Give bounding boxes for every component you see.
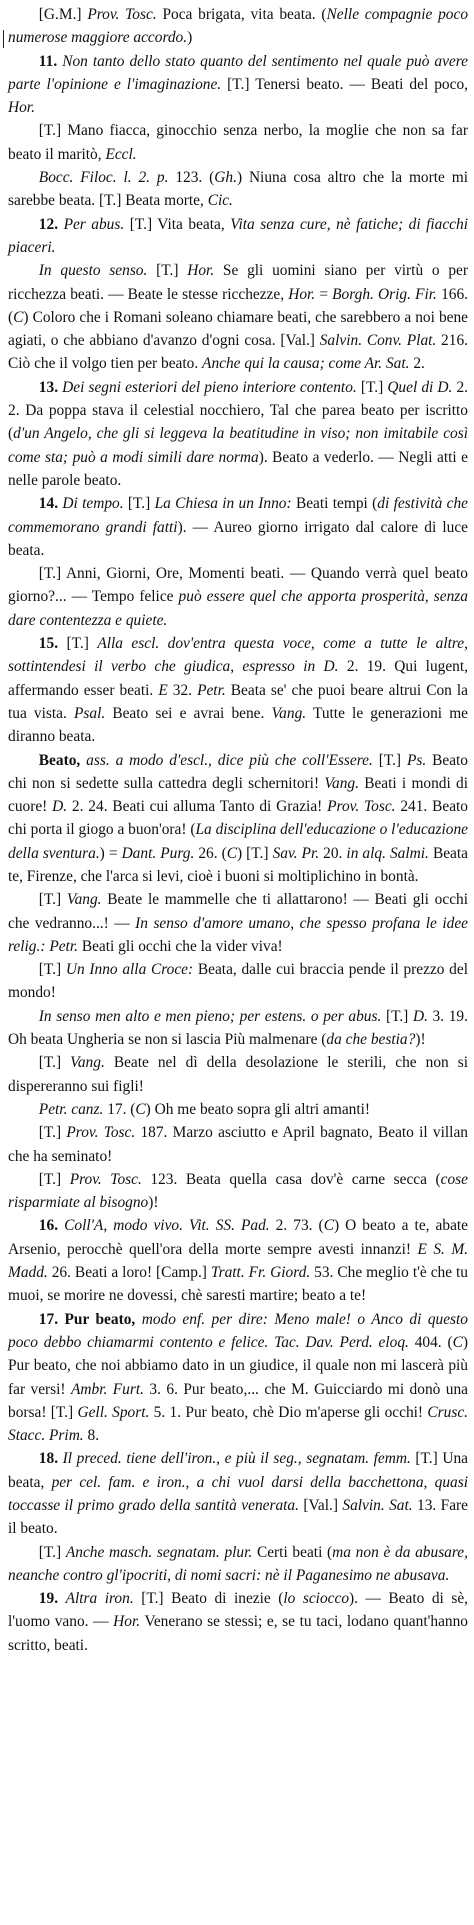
dictionary-entry-text [8,3,468,1657]
entry-paragraph: [T.] Anni, Giorni, Ore, Momenti beati. — Quando verrà quel beato giorno?... — Tempo felice può essere quel che apporta prosperità, senza dare contentezza e quiete. [8,565,468,629]
entry-paragraph: 15. [T.] Alla escl. dov'entra questa voce, come a tutte le altre, sottintendesi il verbo che giudica, espresso in D. 2. 19. Qui lugent, affermando esser beati. E 32. Petr. Beata se' che puoi beare altrui Con la tua vista. Psal. Beato sei e avrai bene. Vang. Tutte le generazioni me diranno beata. [8,635,469,746]
entry-paragraph: [T.] Mano fiacca, ginocchio senza nerbo, la moglie che non sa far beato il maritò, Eccl. [8,122,468,163]
entry-paragraph: In senso men alto e men pieno; per estens. o per abus. [T.] D. 3. 19. Oh beata Ungheria se non si lascia Più malmenare (da che bestia?)! [8,1007,468,1049]
entry-paragraph: 12. Per abus. [T.] Vita beata, Vita senza cure, nè fatiche; di fiacchi piaceri. [8,215,468,256]
entry-paragraph: [T.] Un Inno alla Croce: Beata, dalle cui braccia pende il prezzo del mondo! [8,961,468,1002]
entry-paragraph: [T.] Vang. Beate nel dì della desolazione le sterili, che non si dispereranno sui figli! [8,1054,468,1095]
margin-rule [3,30,4,48]
entry-paragraph: Bocc. Filoc. l. 2. p. 123. (Gh.) Niuna cosa altro che la morte mi sarebbe beata. [T.] Beata morte, Cic. [8,169,468,210]
entry-paragraph: 18. Il preced. tiene dell'iron., e più il seg., segnatam. femm. [T.] Una beata, per cel. fam. e iron., a chi vuol darsi della bacchettona, quasi toccasse il primo grado della santità venerata. [Val.] Salvin. Sat. 13. Fare il beato. [8,1450,468,1538]
entry-paragraph: [T.] Prov. Tosc. 123. Beata quella casa dov'è carne secca (cose risparmiate al bisogno)! [8,1170,468,1212]
entry-paragraph: [T.] Vang. Beate le mammelle che ti allattarono! — Beati gli occhi che vedranno...! — In senso d'amore umano, che spesso profana le idee relig.: Petr. Beati gli occhi che la vider viva! [8,891,468,955]
entry-paragraph: 14. Di tempo. [T.] La Chiesa in un Inno: Beati tempi (di festività che commemorano grandi fatti). — Aureo giorno irrigato dal calore di luce beata. [8,495,468,559]
entry-paragraph: [T.] Prov. Tosc. 187. Marzo asciutto e April bagnato, Beato il villan che ha seminato! [8,1124,468,1165]
entry-paragraph: Beato, ass. a modo d'escl., dice più che coll'Essere. [T.] Ps. Beato chi non si sedette sulla cattedra degli schernitori! Vang. Beati i mondi di cuore! D. 2. 24. Beati cui alluma Tanto di Grazia! Prov. Tosc. 241. Beato chi porta il giogo a buon'ora! (La disciplina dell'educazione o l'educazione della sventura.) = Dant. Purg. 26. (C) [T.] Sav. Pr. 20. in alq. Salmi. Beata te, Firenze, che l'arca si levi, cioè i buoni si moltiplichino in bontà. [8,751,468,885]
entry-paragraph: [G.M.] Prov. Tosc. Poca brigata, vita beata. (Nelle compagnie poco numerose maggiore accordo.) [8,6,469,47]
entry-paragraph: Petr. canz. 17. (C) Oh me beato sopra gli altri amanti! [38,1100,371,1118]
entry-paragraph: 16. Coll'A, modo vivo. Vit. SS. Pad. 2. 73. (C) O beato a te, abate Arsenio, perocchè quell'ora della morte sempre avesti innanzi! E S. M. Madd. 26. Beati a loro! [Camp.] Tratt. Fr. Giord. 53. Che meglio t'è che tu muoi, se morire ne dovessi, chè saresti martire; beato a te! [8,1217,469,1305]
entry-paragraph: 19. Altra iron. [T.] Beato di inezie (lo sciocco). — Beato di sè, l'uomo vano. — Hor. Venerano se stessi; e, se tu taci, lodano quant'hanno scritto, beati. [8,1590,468,1654]
entry-paragraph: 17. Pur beato, modo enf. per dire: Meno male! o Anco di questo poco debbo chiamarmi contento e felice. Tac. Dav. Perd. eloq. 404. (C) Pur beato, che noi abbiamo dato in un giudice, il quale non mi lascerà più far versi! Ambr. Furt. 3. 6. Pur beato,... che M. Guicciardo mi donò una borsa! [T.] Gell. Sport. 5. 1. Pur beato, chè Dio m'aperse gli occhi! Crusc. Stacc. Prim. 8. [8,1310,469,1445]
entry-paragraph: 11. Non tanto dello stato quanto del sentimento nel quale può avere parte l'opinione e l'imaginazione. [T.] Tenersi beato. — Beati del poco, Hor. [8,52,468,117]
entry-paragraph: In questo senso. [T.] Hor. Se gli uomini siano per virtù o per ricchezza beati. — Beate le stesse ricchezze, Hor. = Borgh. Orig. Fir. 166. (C) Coloro che i Romani soleano chiamare beati, che sarebbero a noi bene agiati, o che abbiano d'avanzo d'ogni cosa. [Val.] Salvin. Conv. Plat. 216. Ciò che il volgo tien per beato. Anche qui la causa; come Ar. Sat. 2. [8,262,468,373]
entry-paragraph: [T.] Anche masch. segnatam. plur. Certi beati (ma non è da abusare, neanche contro gl'ipocriti, di nomi sacri: nè il Paganesimo ne abusava. [8,1543,468,1584]
entry-paragraph: 13. Dei segni esteriori del pieno interiore contento. [T.] Quel di D. 2. 2. Da poppa stava il celestial nocchiero, Tal che parea beato per iscritto (d'un Angelo, che gli si leggeva la beatitudine in viso; non imitabile così come sta; può a modi simili dare norma). Beato a vederlo. — Negli atti e nelle parole beato. [8,378,469,489]
